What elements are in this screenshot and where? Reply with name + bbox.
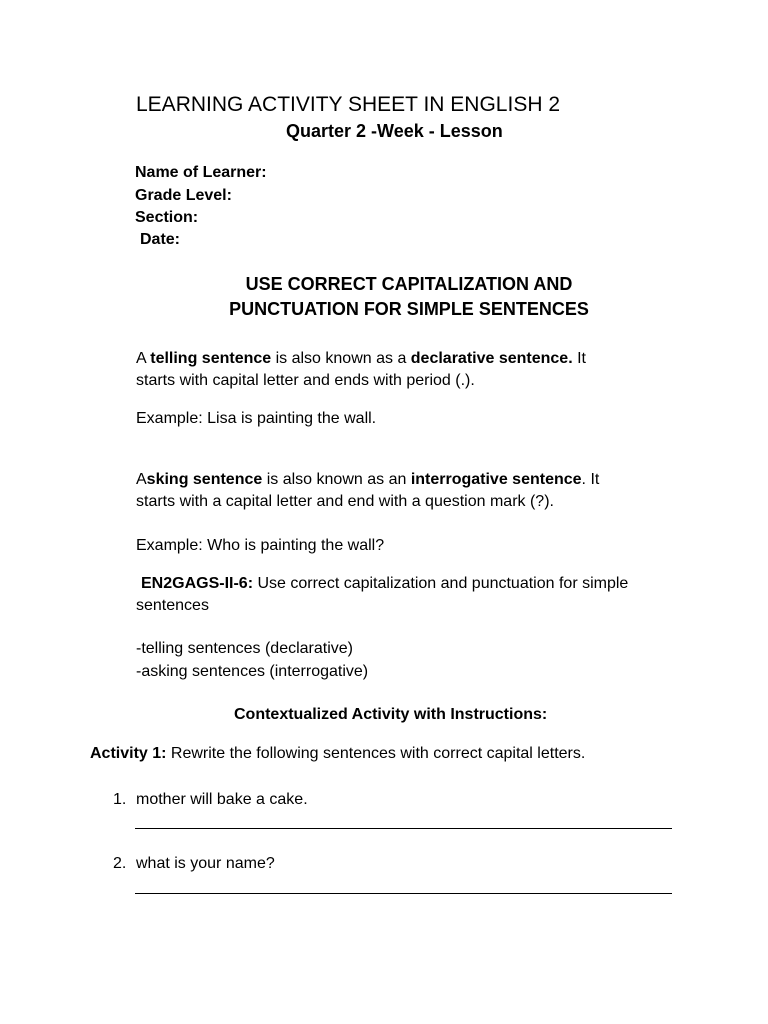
- text-run: . It: [581, 471, 600, 488]
- answer-line[interactable]: [135, 828, 672, 829]
- text-run: sentences: [136, 597, 209, 614]
- telling-sentence-paragraph: [136, 348, 586, 392]
- question-text: mother will bake a cake.: [136, 791, 308, 808]
- activity-section-heading: Contextualized Activity with Instructions:: [234, 706, 548, 723]
- question-number: 1.: [113, 791, 127, 808]
- asking-example: Example: Who is painting the wall?: [136, 537, 385, 554]
- text-run: It: [572, 350, 586, 367]
- date-label: Date:: [140, 231, 181, 248]
- text-run: A: [136, 471, 147, 488]
- interrogative-sentence-term: interrogative sentence: [410, 471, 582, 488]
- answer-line[interactable]: [135, 893, 672, 894]
- document-title: LEARNING ACTIVITY SHEET IN ENGLISH 2: [136, 93, 561, 116]
- topic-heading-line2: PUNCTUATION FOR SIMPLE SENTENCES: [229, 299, 589, 319]
- text-run: A: [136, 350, 151, 367]
- question-text: what is your name?: [136, 855, 275, 872]
- telling-sentence-term: telling sentence: [150, 350, 272, 367]
- topic-heading-line1: USE CORRECT CAPITALIZATION AND: [245, 274, 573, 294]
- document-subtitle: Quarter 2 -Week - Lesson: [286, 121, 503, 141]
- competency-paragraph: [136, 573, 628, 617]
- competency-text: Use correct capitalization and punctuation for simple: [253, 575, 629, 592]
- question-number: 2.: [113, 855, 127, 872]
- competency-item-asking: -asking sentences (interrogative): [136, 663, 369, 680]
- telling-example: Example: Lisa is painting the wall.: [136, 410, 377, 427]
- declarative-sentence-term: declarative sentence.: [410, 350, 573, 367]
- text-run: is also known as an: [262, 471, 411, 488]
- competency-item-telling: -telling sentences (declarative): [136, 640, 353, 657]
- name-of-learner-label: Name of Learner:: [135, 164, 267, 181]
- activity-instruction: [90, 745, 585, 763]
- text-run: is also known as a: [271, 350, 411, 367]
- asking-sentence-paragraph: [136, 469, 599, 513]
- activity-label: Activity 1:: [90, 745, 167, 762]
- activity-instruction-text: Rewrite the following sentences with correct capital letters.: [166, 745, 586, 762]
- grade-level-label: Grade Level:: [135, 187, 232, 204]
- competency-code: EN2GAGS-II-6:: [141, 575, 254, 592]
- section-label: Section:: [135, 209, 199, 226]
- text-run: starts with a capital letter and end with a question mark (?).: [136, 493, 554, 510]
- text-run: starts with capital letter and ends with period (.).: [136, 372, 475, 389]
- asking-sentence-term: sking sentence: [146, 471, 263, 488]
